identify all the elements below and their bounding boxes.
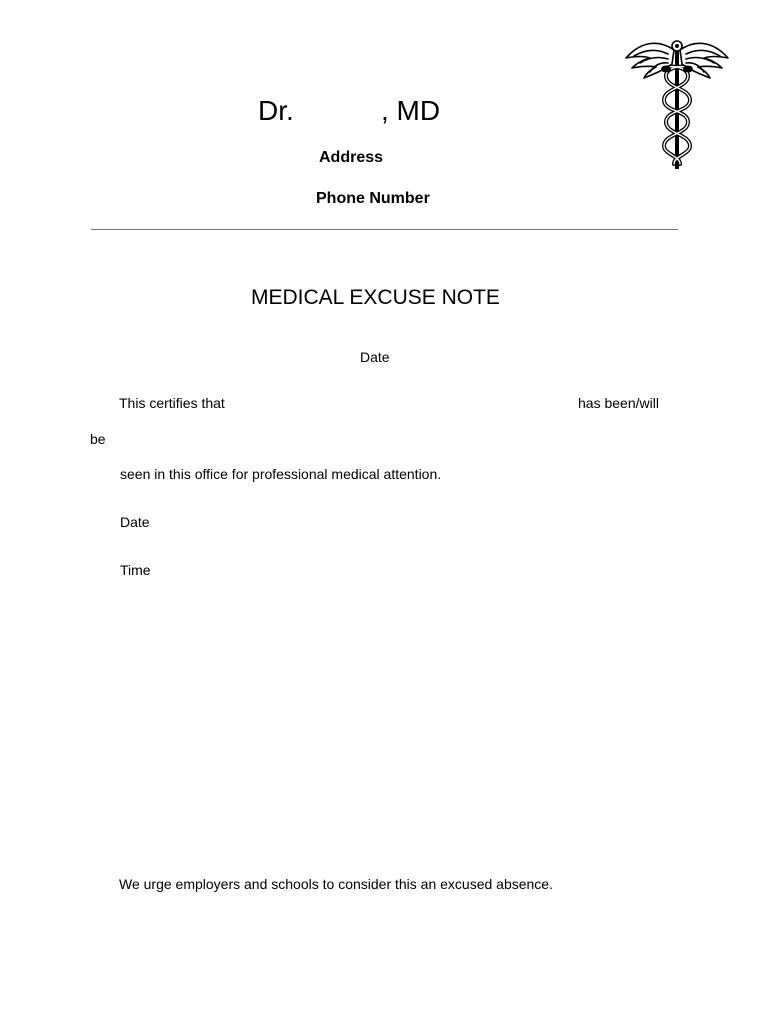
phone-number-label: Phone Number bbox=[316, 190, 430, 207]
has-been-text: has been/will bbox=[578, 395, 659, 411]
document-title: MEDICAL EXCUSE NOTE bbox=[251, 286, 500, 309]
caduceus-icon bbox=[622, 36, 732, 172]
be-text: be bbox=[90, 431, 106, 447]
certifies-text: This certifies that bbox=[119, 395, 225, 411]
address-label: Address bbox=[319, 149, 384, 166]
visit-time-label: Time bbox=[120, 562, 151, 578]
doctor-name-prefix: Dr. bbox=[258, 95, 294, 126]
header-divider bbox=[91, 229, 678, 230]
doctor-name-suffix: , MD bbox=[381, 95, 441, 126]
visit-date-label: Date bbox=[120, 514, 150, 530]
date-label: Date bbox=[360, 349, 390, 365]
seen-text: seen in this office for professional medical attention. bbox=[120, 466, 442, 482]
excused-absence-statement: We urge employers and schools to consider this an excused absence. bbox=[119, 876, 553, 892]
